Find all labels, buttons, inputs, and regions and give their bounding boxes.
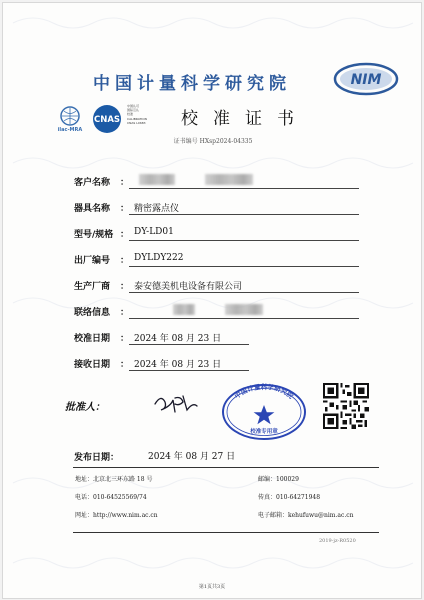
colon: ： [120, 360, 130, 370]
colon: ： [120, 256, 130, 266]
redaction-blur [225, 304, 263, 315]
colon: ： [120, 230, 130, 240]
cnas-description: 中国认可 国际互认 校准 CALIBRATION CNAS L0683 [127, 104, 147, 125]
stamp-bottom-text: 校准专用章 [250, 429, 278, 435]
receive-date-value: 2024 年 08 月 23 日 [134, 360, 222, 370]
colon: ： [120, 282, 130, 292]
signature-icon [151, 390, 201, 414]
receive-date-label: 接收日期 [74, 360, 111, 370]
nim-logo-icon [333, 61, 399, 97]
field-underline [129, 240, 359, 241]
field-underline [129, 292, 359, 293]
approver-label: 批准人： [65, 402, 105, 413]
stamp-top-text: 中国计量科学研究院 [233, 383, 295, 401]
colon: ： [120, 308, 130, 318]
customer-label: 客户名称 [74, 178, 111, 188]
issue-date-value: 2024 年 08 月 27 日 [148, 452, 236, 462]
calibration-date-label: 校准日期 [74, 334, 111, 344]
qr-code-icon [323, 383, 369, 429]
certificate-number: 证书编号 HXsp2024-04335 [173, 138, 253, 145]
field-underline [129, 266, 359, 267]
contact-label: 联络信息 [74, 308, 111, 318]
redaction-blur [173, 304, 195, 315]
colon: ： [120, 334, 130, 344]
manufacturer-value: 泰安德美机电设备有限公司 [134, 282, 243, 292]
ilac-mra-logo-icon [53, 106, 87, 132]
cnas-logo-text: CNAS [93, 115, 121, 125]
footer-divider [73, 467, 379, 468]
footer-fax: 传真：010-64271948 [258, 494, 321, 501]
nim-logo-text: NIM [350, 72, 382, 88]
field-underline [129, 344, 249, 345]
svg-text:中国计量科学研究院 [233, 383, 296, 401]
official-stamp-icon [221, 383, 307, 441]
field-underline [129, 188, 359, 189]
footer-address: 地址：北京北三环东路 18 号 [75, 476, 153, 483]
footer-postcode: 邮编：100029 [258, 476, 299, 483]
colon: ： [120, 178, 130, 188]
form-code: 2019-jz-R0520 [319, 538, 356, 544]
redaction-blur [205, 174, 253, 185]
model-value: DY-LD01 [134, 227, 174, 237]
footer-bottom-divider [73, 532, 379, 533]
issue-date-label: 发布日期： [74, 453, 120, 463]
instrument-label: 器具名称 [74, 204, 111, 214]
manufacturer-label: 生产厂商 [74, 282, 111, 292]
footer-phone: 电话：010-64525569/74 [75, 494, 147, 501]
ilac-logo-text: ilac-MRA [57, 127, 83, 132]
footer-email: 电子邮箱：kehufuwu@nim.ac.cn [258, 512, 354, 519]
certificate-page [2, 2, 422, 599]
calibration-date-value: 2024 年 08 月 23 日 [134, 334, 222, 344]
cnas-logo-icon [89, 104, 125, 134]
page-number: 第1页共3页 [198, 584, 226, 590]
field-underline [129, 370, 249, 371]
instrument-value: 精密露点仪 [134, 204, 180, 214]
footer-website: 网址：http://www.nim.ac.cn [75, 512, 158, 519]
institute-name: 中国计量科学研究院 [93, 74, 291, 94]
field-underline [129, 318, 359, 319]
field-underline [129, 214, 359, 215]
certificate-title: 校准证书 [181, 109, 309, 129]
serial-value: DYLDY222 [134, 253, 184, 263]
model-label: 型号/规格 [74, 230, 114, 240]
redaction-blur [139, 174, 175, 185]
serial-label: 出厂编号 [74, 256, 111, 266]
colon: ： [120, 204, 130, 214]
